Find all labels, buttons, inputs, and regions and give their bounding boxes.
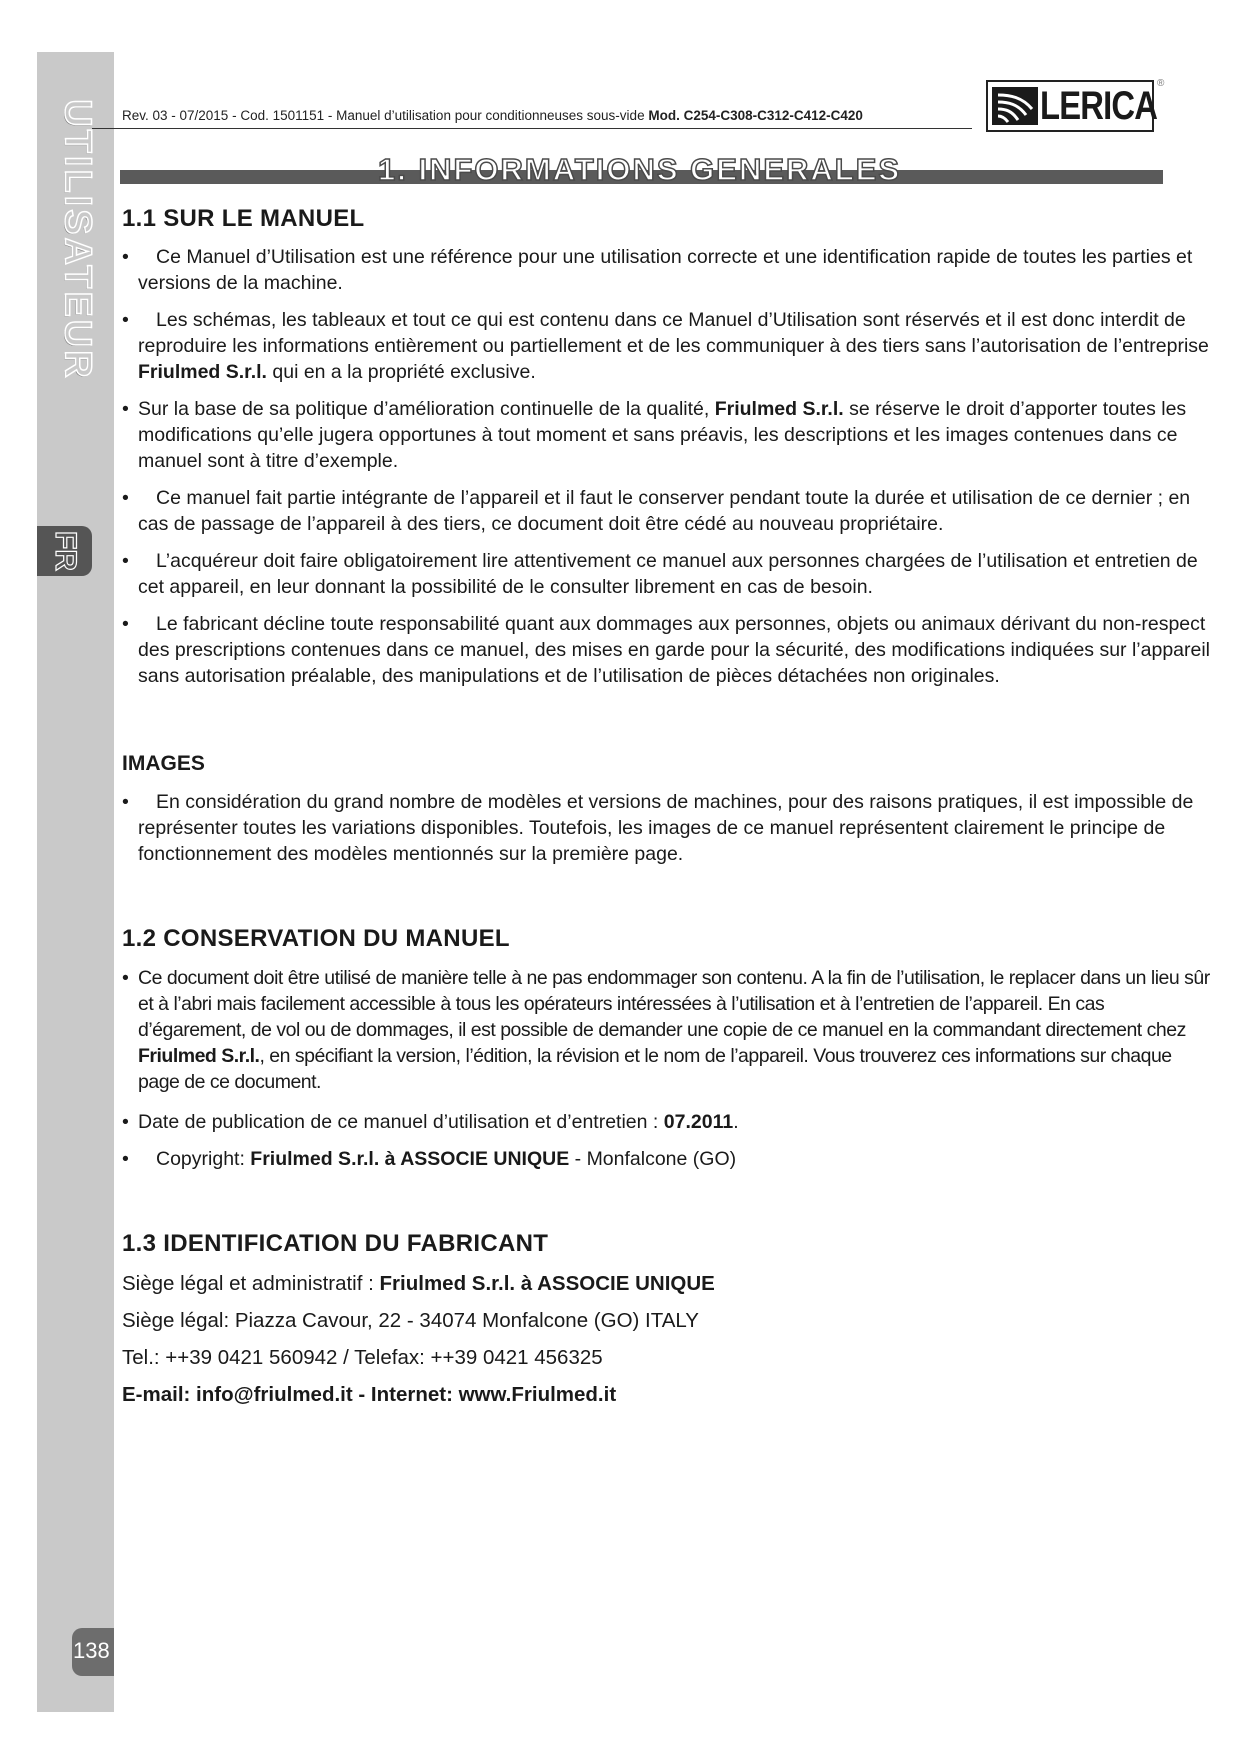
phone-line: Tel.: ++39 0421 560942 / Telefax: ++39 0421 456325: [122, 1346, 603, 1369]
swirl-icon: [992, 87, 1038, 125]
list-item: • Sur la base de sa politique d’amélioration continuelle de la qualité, Friulmed S.r.l. se réserve le droit d’apporter toutes les modifications qu’elle jugera opportunes à tout moment et sans préavis, les descriptions et les images contenues dans ce manuel sont à titre d’exemple.: [122, 398, 1187, 472]
section-label: UTILISATEUR: [56, 99, 98, 381]
brand-logo: LERICA: [986, 80, 1154, 132]
section-heading-1-3: 1.3 IDENTIFICATION DU FABRICANT: [122, 1230, 549, 1257]
company-name: Friulmed S.r.l.: [714, 398, 844, 420]
publication-date: 07.2011: [663, 1111, 734, 1133]
address-line: Siège légal et administratif : Friulmed S.r.l. à ASSOCIE UNIQUE: [122, 1272, 715, 1295]
list-item: • En considération du grand nombre de modèles et versions de machines, pour des raisons pratiques, il est impossible de représenter toutes les variations disponibles. Toutefois, les images de ce manuel représentent clairement le principe de fonctionnement des modèles mentionnés sur la première page.: [122, 791, 1194, 865]
company-name: Friulmed S.r.l.: [138, 361, 267, 383]
page-number: 138: [72, 1628, 114, 1676]
section-heading-1-2: 1.2 CONSERVATION DU MANUEL: [122, 925, 510, 952]
header-rule: [92, 128, 972, 129]
company-name: Friulmed S.r.l. à ASSOCIE UNIQUE: [379, 1272, 715, 1295]
language-tab: FR: [37, 526, 92, 576]
chapter-title: 1. INFORMATIONS GENERALES: [378, 152, 902, 187]
address-line: Siège légal: Piazza Cavour, 22 - 34074 Monfalcone (GO) ITALY: [122, 1309, 699, 1332]
company-name: Friulmed S.r.l.: [138, 1045, 260, 1067]
list-item: • Le fabricant décline toute responsabilité quant aux dommages aux personnes, objets ou animaux dérivant du non-respect des prescriptions contenues dans ce manuel, des mises en garde pour la sécurité, des modifications indiquées sur l’appareil sans autorisation préalable, des manipulations et de l’utilisation de pièces détachées non originales.: [122, 613, 1211, 687]
list-item: • Ce document doit être utilisé de manière telle à ne pas endommager son contenu. A la fin de l’utilisation, le replacer dans un lieu sûr et à l’abri mais facilement accessible à tous les opérateurs intéressées à l’utilisation et à l’entretien de l’appareil. En cas d’égarement, de vol ou de dommages, il est possible de demander une copie de ce manuel en la commandant directement chez Friulmed S.r.l., en spécifiant la version, l’édition, la révision et le nom de l’appareil. Vous trouverez ces informations sur chaque page de ce document.: [122, 967, 1210, 1093]
company-name: Friulmed S.r.l. à ASSOCIE UNIQUE: [250, 1148, 570, 1170]
section-heading-images: IMAGES: [122, 752, 205, 775]
list-item: • Les schémas, les tableaux et tout ce qui est contenu dans ce Manuel d’Utilisation sont réservés et il est donc interdit de reproduire les informations entièrement ou partiellement et de les communiquer à des tiers sans l’autorisation de l’entreprise Friulmed S.r.l. qui en a la propriété exclusive.: [122, 309, 1209, 383]
section-heading-1-1: 1.1 SUR LE MANUEL: [122, 205, 365, 232]
list-item: • Ce manuel fait partie intégrante de l’appareil et il faut le conserver pendant toute la durée et utilisation de ce dernier ; en cas de passage de l’appareil à des tiers, ce document doit être cédé au nouveau propriétaire.: [122, 487, 1191, 535]
header-doc-info: Rev. 03 - 07/2015 - Cod. 1501151 - Manuel d’utilisation pour conditionneuses sous-vide Mod. C254-C308-C312-C412-C420: [122, 108, 863, 123]
list-item: • L’acquéreur doit faire obligatoirement lire attentivement ce manuel aux personnes chargées de l’utilisation et entretien de cet appareil, en leur donnant la possibilité de le consulter librement en cas de besoin.: [122, 550, 1198, 598]
contact-line: E-mail: info@friulmed.it - Internet: www.Friulmed.it: [122, 1383, 617, 1406]
registered-mark: ®: [1157, 78, 1165, 89]
list-item: • Date de publication de ce manuel d’utilisation et d’entretien : 07.2011.: [122, 1111, 739, 1133]
header-models: Mod. C254-C308-C312-C412-C420: [648, 108, 863, 123]
list-item: • Ce Manuel d’Utilisation est une référence pour une utilisation correcte et une identification rapide de toutes les parties et versions de la machine.: [122, 246, 1193, 294]
list-item: • Copyright: Friulmed S.r.l. à ASSOCIE UNIQUE - Monfalcone (GO): [122, 1148, 737, 1170]
